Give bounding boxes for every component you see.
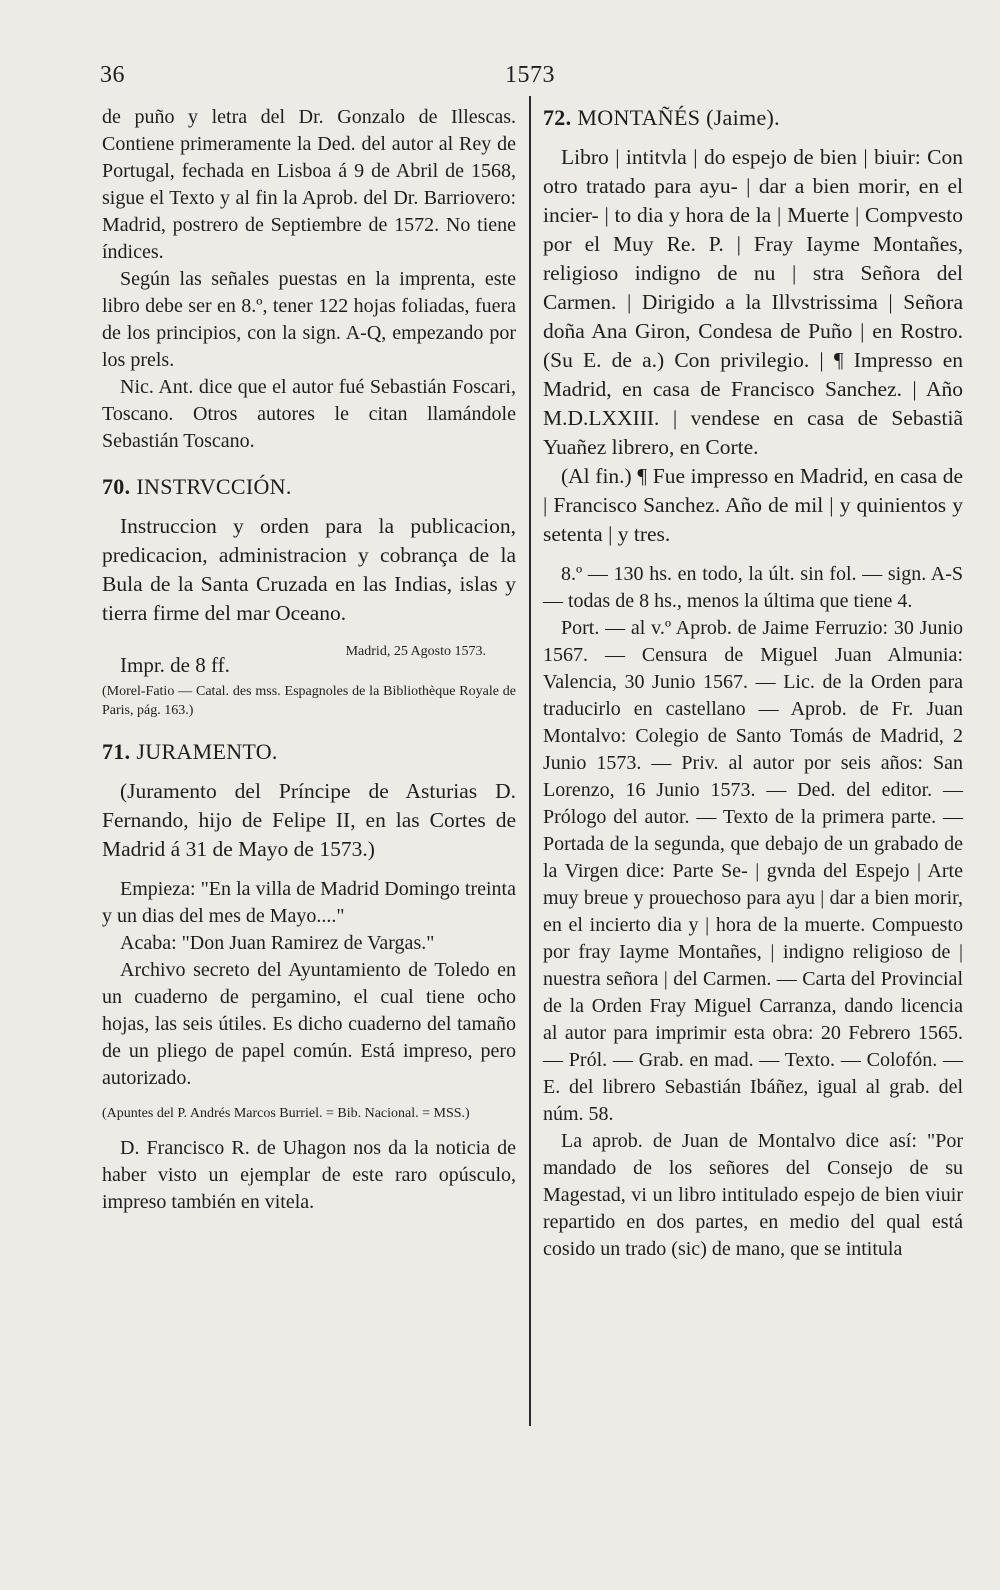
entry-70-impr: Impr. de 8 ff. — [120, 653, 230, 677]
entry-70-heading — [102, 473, 516, 500]
entry-70-date: Madrid, 25 Agosto 1573. — [345, 644, 486, 659]
entry-72-colophon: (Al fin.) ¶ Fue impresso en Madrid, en casa de | Francisco Sanchez. Año de mil | y quinientos y setenta | y tres. — [543, 464, 963, 546]
entry-72-body: Libro | intitvla | do espejo de bien | biuir: Con otro tratado para ayu- | dar a bien morir, en el incier- | to dia y hora de la | Muerte | Compvesto por el Muy Re. P. | Fray Iayme Montañes, religioso indigno de nu | stra Señora del Carmen. | Dirigido a la Illvstrissima | Señora doña Ana Giron, Condesa de Puño | en Rostro. (Su E. de a.) Con privilegio. | ¶ Impresso en Madrid, en casa de Francisco Sanchez. | Año M.D.LXXIII. | vendese en casa de Sebastiã Yuañez librero, en Corte. — [543, 145, 963, 459]
entry-71-note: D. Francisco R. de Uhagon nos da la noticia de haber visto un ejemplar de este raro opúsculo, impreso también en vitela. — [102, 1137, 516, 1213]
entry-71-heading — [102, 738, 516, 765]
entry-71-reference: (Apuntes del P. Andrés Marcos Burriel. = Bib. Nacional. = MSS.) — [102, 1106, 470, 1121]
entry-72-heading — [543, 104, 963, 131]
entry-71-body: (Juramento del Príncipe de Asturias D. Fernando, hijo de Felipe II, en las Cortes de Madrid á 31 de Mayo de 1573.) — [102, 779, 516, 861]
entry-71-title: JURAMENTO. — [136, 739, 278, 764]
entry-71-number: 71. — [102, 739, 131, 764]
running-head-year: 1573 — [505, 62, 555, 88]
entry-71-acaba: Acaba: "Don Juan Ramirez de Vargas." — [120, 932, 435, 954]
entry-72-collation: 8.º — 130 hs. en todo, la últ. sin fol. — sign. A-S — todas de 8 hs., menos la última que tiene 4. — [543, 563, 963, 612]
entry-70-number: 70. — [102, 474, 131, 499]
entry-70-reference: (Morel-Fatio — Catal. des mss. Espagnoles de la Bibliothèque Royale de Paris, pág. 163.) — [102, 684, 516, 718]
entry-70-body: Instruccion y orden para la publicacion, predicacion, administracion y cobrança de la Bula de la Santa Cruzada en las Indias, islas y tierra firme del mar Oceano. — [102, 514, 516, 625]
column-divider — [529, 96, 531, 1426]
paragraph-illescas: de puño y letra del Dr. Gonzalo de Illescas. Contiene primeramente la Ded. del autor al Rey de Portugal, fechada en Lisboa á 9 de Abril de 1568, sigue el Texto y al fin la Aprob. del Dr. Barriovero: Madrid, postrero de Septiembre de 1572. No tiene índices. — [102, 106, 516, 263]
page-number: 36 — [100, 62, 125, 88]
left-column — [102, 104, 516, 1216]
entry-72-contents: Port. — al v.º Aprob. de Jaime Ferruzio: 30 Junio 1567. — Censura de Miguel Juan Almunia: Valencia, 30 Junio 1567. — Lic. de la Orden para traducirlo en castellano — Aprob. de Fr. Juan Montalvo: Colegio de Santo Tomás de Madrid, 2 Junio 1573. — Priv. al autor por seis años: San Lorenzo, 16 Junio 1573. — Ded. del editor. — Prólogo del autor. — Texto de la primera parte. — Portada de la segunda, que debajo de un grabado de la Virgen dice: Parte Se- | gvnda del Espejo | Arte muy breue y prouechoso para ayu | dar a bien morir, en el incierto dia y | hora de la muerte. Compuesto por fray Iayme Montañes, | indigno religioso de | nuestra señora | del Carmen. — Carta del Provincial de la Orden Fray Miguel Carranza, dando licencia al autor para imprimir esta obra: 20 Febrero 1565. — Pról. — Grab. en mad. — Texto. — Colofón. — E. del librero Sebastián Ibáñez, igual al grab. del núm. 58. — [543, 617, 963, 1125]
entry-72-title: MONTAÑÉS (Jaime). — [577, 105, 780, 130]
entry-70-imprint-row — [102, 638, 516, 682]
right-column — [543, 104, 963, 1263]
entry-71-archivo: Archivo secreto del Ayuntamiento de Toledo en un cuaderno de pergamino, el cual tiene ocho hojas, las seis útiles. Es dicho cuaderno del tamaño de un pliego de papel común. Está impreso, pero autorizado. — [102, 959, 516, 1089]
paragraph-nic-ant: Nic. Ant. dice que el autor fué Sebastián Foscari, Toscano. Otros autores le citan llamándole Sebastián Toscano. — [102, 376, 516, 452]
entry-72-aprobacion: La aprob. de Juan de Montalvo dice así: "Por mandado de los señores del Consejo de su Magestad, vi un libro intitulado espejo de bien viuir repartido en dos partes, en medio del qual está cosido un trado (sic) de mano, que se intitula — [543, 1130, 963, 1260]
entry-72-number: 72. — [543, 105, 572, 130]
entry-70-title: INSTRVCCIÓN. — [136, 474, 292, 499]
paragraph-imprenta: Según las señales puestas en la imprenta, este libro debe ser en 8.º, tener 122 hojas foliadas, fuera de los principios, con la sign. A-Q, empezando por los prels. — [102, 268, 516, 371]
entry-71-empieza: Empieza: "En la villa de Madrid Domingo treinta y un dias del mes de Mayo...." — [102, 878, 516, 927]
